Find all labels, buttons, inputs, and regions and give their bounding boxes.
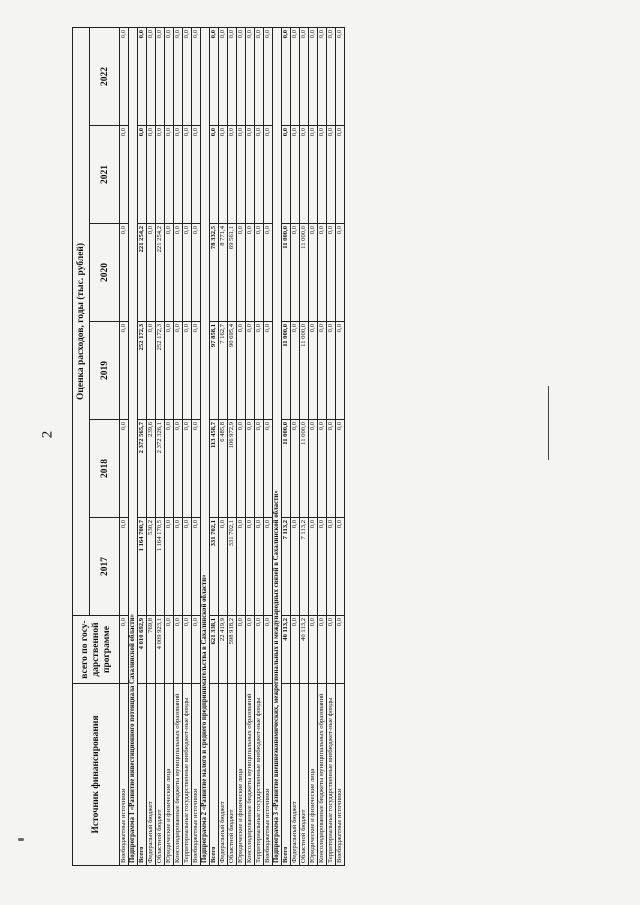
cell-2020: 221 254,2 bbox=[156, 224, 165, 322]
cell-2021: 0,0 bbox=[192, 126, 201, 224]
row-label: Консолидированные бюджеты муниципальных образований bbox=[174, 684, 183, 866]
cell-2019: 0,0 bbox=[120, 322, 129, 420]
cell-2021: 0,0 bbox=[318, 126, 327, 224]
cell-2021: 0,0 bbox=[120, 126, 129, 224]
row-label: Всего bbox=[210, 684, 219, 866]
cell-2020: 69 561,1 bbox=[228, 224, 237, 322]
cell-2017: 1 164 700,7 bbox=[138, 518, 147, 616]
header-year-2019: 2019 bbox=[90, 322, 120, 420]
row-label: Юридические и физические лица bbox=[309, 684, 318, 866]
cell-2019: 0,0 bbox=[318, 322, 327, 420]
cell-2018: 0,0 bbox=[165, 420, 174, 518]
subprogram-row bbox=[201, 27, 210, 865]
cell-2020: 0,0 bbox=[327, 224, 336, 322]
table-row bbox=[147, 27, 156, 865]
cell-2017: 0,0 bbox=[219, 518, 228, 616]
cell-2020: 8 771,4 bbox=[219, 224, 228, 322]
cell-2022: 0,0 bbox=[228, 27, 237, 125]
cell-2021: 0,0 bbox=[138, 126, 147, 224]
cell-total: 0,0 bbox=[183, 616, 192, 684]
table-row bbox=[255, 27, 264, 865]
table-row bbox=[219, 27, 228, 865]
cell-2022: 0,0 bbox=[309, 27, 318, 125]
funding-table bbox=[72, 27, 345, 866]
cell-2021: 0,0 bbox=[165, 126, 174, 224]
subprogram-title: Подпрограмма 2 «Развитие малого и среднего предпринимательства в Сахалинской области» bbox=[201, 27, 210, 865]
subprogram-row bbox=[273, 27, 282, 865]
cell-2020: 0,0 bbox=[165, 224, 174, 322]
cell-2019: 0,0 bbox=[255, 322, 264, 420]
cell-2022: 0,0 bbox=[255, 27, 264, 125]
cell-2018: 11 000,0 bbox=[300, 420, 309, 518]
table-row bbox=[120, 27, 129, 865]
cell-2019: 0,0 bbox=[165, 322, 174, 420]
table-row bbox=[192, 27, 201, 865]
cell-2022: 0,0 bbox=[264, 27, 273, 125]
cell-2018: 0,0 bbox=[174, 420, 183, 518]
table-row bbox=[228, 27, 237, 865]
cell-total: 0,0 bbox=[255, 616, 264, 684]
cell-total: 0,0 bbox=[120, 616, 129, 684]
cell-2022: 0,0 bbox=[219, 27, 228, 125]
cell-2020: 78 332,5 bbox=[210, 224, 219, 322]
row-label: Областной бюджет bbox=[228, 684, 237, 866]
cell-2019: 0,0 bbox=[192, 322, 201, 420]
cell-2017: 0,0 bbox=[174, 518, 183, 616]
cell-2018: 0,0 bbox=[336, 420, 345, 518]
cell-2018: 113 458,7 bbox=[210, 420, 219, 518]
cell-2017: 0,0 bbox=[255, 518, 264, 616]
subprogram-title: Подпрограмма 3 «Развитие внешнеэкономических, межрегиональных и международных связей в Сахалинской области» bbox=[273, 27, 282, 865]
row-label: Территориальные государственные внебюджет-ные фонды bbox=[255, 684, 264, 866]
cell-2017: 331 702,1 bbox=[228, 518, 237, 616]
cell-2018: 2 372 565,7 bbox=[138, 420, 147, 518]
cell-2020: 221 254,2 bbox=[138, 224, 147, 322]
cell-total: 0,0 bbox=[165, 616, 174, 684]
table-row bbox=[174, 27, 183, 865]
cell-2017: 530,2 bbox=[147, 518, 156, 616]
cell-2017: 0,0 bbox=[264, 518, 273, 616]
cell-2022: 0,0 bbox=[336, 27, 345, 125]
table-row bbox=[165, 27, 174, 865]
cell-2017: 0,0 bbox=[318, 518, 327, 616]
cell-2018: 11 000,0 bbox=[282, 420, 291, 518]
cell-2017: 331 702,1 bbox=[210, 518, 219, 616]
cell-2017: 1 164 170,5 bbox=[156, 518, 165, 616]
cell-2020: 11 000,0 bbox=[300, 224, 309, 322]
cell-2017: 7 113,2 bbox=[300, 518, 309, 616]
table-row bbox=[183, 27, 192, 865]
cell-2020: 0,0 bbox=[174, 224, 183, 322]
cell-2018: 0,0 bbox=[291, 420, 300, 518]
cell-2019: 0,0 bbox=[336, 322, 345, 420]
cell-total: 0,0 bbox=[318, 616, 327, 684]
cell-total: 0,0 bbox=[336, 616, 345, 684]
row-label: Внебюджетные источники bbox=[120, 684, 129, 866]
row-label: Внебюджетные источники bbox=[264, 684, 273, 866]
cell-2022: 0,0 bbox=[120, 27, 129, 125]
cell-2017: 0,0 bbox=[183, 518, 192, 616]
row-label: Территориальные государственные внебюджет-ные фонды bbox=[183, 684, 192, 866]
header-year-2018: 2018 bbox=[90, 420, 120, 518]
header-year-2021: 2021 bbox=[90, 126, 120, 224]
cell-total: 4 010 692,9 bbox=[138, 616, 147, 684]
cell-2021: 0,0 bbox=[264, 126, 273, 224]
cell-2018: 0,0 bbox=[318, 420, 327, 518]
cell-2020: 0,0 bbox=[309, 224, 318, 322]
cell-2022: 0,0 bbox=[138, 27, 147, 125]
row-label: Внебюджетные источники bbox=[336, 684, 345, 866]
cell-2021: 0,0 bbox=[147, 126, 156, 224]
cell-2019: 252 172,3 bbox=[138, 322, 147, 420]
cell-total: 0,0 bbox=[174, 616, 183, 684]
row-label: Областной бюджет bbox=[300, 684, 309, 866]
cell-2019: 0,0 bbox=[174, 322, 183, 420]
header-year-2017: 2017 bbox=[90, 518, 120, 616]
cell-total: 621 338,1 bbox=[210, 616, 219, 684]
cell-total: 769,8 bbox=[147, 616, 156, 684]
scan-mark bbox=[18, 838, 24, 841]
cell-2018: 0,0 bbox=[309, 420, 318, 518]
cell-2020: 0,0 bbox=[246, 224, 255, 322]
cell-2019: 0,0 bbox=[291, 322, 300, 420]
header-total: всего по госу-дарственной программе bbox=[73, 616, 120, 684]
header-year-2020: 2020 bbox=[90, 224, 120, 322]
cell-2019: 7 162,7 bbox=[219, 322, 228, 420]
cell-2017: 0,0 bbox=[237, 518, 246, 616]
row-label: Федеральный бюджет bbox=[291, 684, 300, 866]
header-source: Источник финансирования bbox=[73, 684, 120, 866]
cell-2020: 0,0 bbox=[255, 224, 264, 322]
cell-2017: 0,0 bbox=[309, 518, 318, 616]
row-label: Областной бюджет bbox=[156, 684, 165, 866]
cell-total: 0,0 bbox=[327, 616, 336, 684]
cell-2022: 0,0 bbox=[300, 27, 309, 125]
cell-total: 0,0 bbox=[237, 616, 246, 684]
cell-2017: 7 113,2 bbox=[282, 518, 291, 616]
cell-2021: 0,0 bbox=[156, 126, 165, 224]
cell-2019: 0,0 bbox=[327, 322, 336, 420]
cell-2017: 0,0 bbox=[192, 518, 201, 616]
cell-total: 0,0 bbox=[192, 616, 201, 684]
cell-2019: 0,0 bbox=[147, 322, 156, 420]
cell-2019: 252 172,3 bbox=[156, 322, 165, 420]
row-label: Территориальные государственные внебюджет-ные фонды bbox=[327, 684, 336, 866]
cell-2018: 6 485,8 bbox=[219, 420, 228, 518]
table-row bbox=[264, 27, 273, 865]
cell-2021: 0,0 bbox=[246, 126, 255, 224]
cell-2022: 0,0 bbox=[237, 27, 246, 125]
cell-2021: 0,0 bbox=[336, 126, 345, 224]
cell-2021: 0,0 bbox=[300, 126, 309, 224]
row-label: Консолидированные бюджеты муниципальных образований bbox=[318, 684, 327, 866]
cell-2018: 0,0 bbox=[327, 420, 336, 518]
cell-total: 40 113,2 bbox=[282, 616, 291, 684]
cell-total: 40 113,2 bbox=[300, 616, 309, 684]
table-row bbox=[210, 27, 219, 865]
subprogram-row bbox=[129, 27, 138, 865]
cell-2017: 0,0 bbox=[246, 518, 255, 616]
row-label: Федеральный бюджет bbox=[147, 684, 156, 866]
cell-2018: 0,0 bbox=[237, 420, 246, 518]
cell-total: 22 419,9 bbox=[219, 616, 228, 684]
cell-2017: 0,0 bbox=[165, 518, 174, 616]
row-label: Юридические и физические лица bbox=[165, 684, 174, 866]
cell-2021: 0,0 bbox=[219, 126, 228, 224]
cell-2018: 0,0 bbox=[183, 420, 192, 518]
table-row bbox=[156, 27, 165, 865]
table-row bbox=[282, 27, 291, 865]
cell-2020: 0,0 bbox=[237, 224, 246, 322]
cell-2022: 0,0 bbox=[192, 27, 201, 125]
row-label: Юридические и физические лица bbox=[237, 684, 246, 866]
cell-2022: 0,0 bbox=[291, 27, 300, 125]
table-row bbox=[318, 27, 327, 865]
cell-2022: 0,0 bbox=[246, 27, 255, 125]
table-row bbox=[138, 27, 147, 865]
cell-2017: 0,0 bbox=[327, 518, 336, 616]
cell-2022: 0,0 bbox=[210, 27, 219, 125]
table-body bbox=[120, 27, 345, 865]
cell-2021: 0,0 bbox=[237, 126, 246, 224]
cell-2021: 0,0 bbox=[255, 126, 264, 224]
table-row bbox=[336, 27, 345, 865]
cell-2022: 0,0 bbox=[282, 27, 291, 125]
table-row bbox=[246, 27, 255, 865]
cell-2020: 0,0 bbox=[147, 224, 156, 322]
cell-2019: 0,0 bbox=[309, 322, 318, 420]
cell-2018: 2 372 326,1 bbox=[156, 420, 165, 518]
cell-total: 0,0 bbox=[291, 616, 300, 684]
cell-2022: 0,0 bbox=[183, 27, 192, 125]
cell-2021: 0,0 bbox=[327, 126, 336, 224]
cell-2018: 239,6 bbox=[147, 420, 156, 518]
cell-2022: 0,0 bbox=[165, 27, 174, 125]
funding-table-rotated bbox=[72, 28, 572, 866]
table-row bbox=[291, 27, 300, 865]
cell-2021: 0,0 bbox=[282, 126, 291, 224]
cell-total: 598 918,2 bbox=[228, 616, 237, 684]
cell-2020: 0,0 bbox=[318, 224, 327, 322]
cell-2022: 0,0 bbox=[318, 27, 327, 125]
table-row bbox=[237, 27, 246, 865]
row-label: Всего bbox=[282, 684, 291, 866]
cell-2018: 106 972,9 bbox=[228, 420, 237, 518]
cell-2020: 0,0 bbox=[336, 224, 345, 322]
table-row bbox=[300, 27, 309, 865]
cell-2021: 0,0 bbox=[210, 126, 219, 224]
cell-2021: 0,0 bbox=[183, 126, 192, 224]
header-estimate: Оценка расходов, годы (тыс. рублей) bbox=[73, 27, 90, 615]
cell-2018: 0,0 bbox=[255, 420, 264, 518]
cell-2018: 0,0 bbox=[264, 420, 273, 518]
row-label: Внебюджетные источники bbox=[192, 684, 201, 866]
cell-2021: 0,0 bbox=[174, 126, 183, 224]
cell-2019: 11 000,0 bbox=[300, 322, 309, 420]
cell-2019: 0,0 bbox=[246, 322, 255, 420]
cell-2021: 0,0 bbox=[228, 126, 237, 224]
cell-2020: 0,0 bbox=[264, 224, 273, 322]
cell-2019: 0,0 bbox=[264, 322, 273, 420]
cell-2017: 0,0 bbox=[336, 518, 345, 616]
cell-total: 0,0 bbox=[264, 616, 273, 684]
cell-total: 0,0 bbox=[309, 616, 318, 684]
cell-2020: 0,0 bbox=[183, 224, 192, 322]
cell-2019: 90 695,4 bbox=[228, 322, 237, 420]
cell-2020: 11 000,0 bbox=[282, 224, 291, 322]
cell-2020: 0,0 bbox=[120, 224, 129, 322]
cell-2018: 0,0 bbox=[120, 420, 129, 518]
row-label: Всего bbox=[138, 684, 147, 866]
cell-2017: 0,0 bbox=[291, 518, 300, 616]
cell-2019: 0,0 bbox=[183, 322, 192, 420]
cell-2019: 11 000,0 bbox=[282, 322, 291, 420]
cell-2020: 0,0 bbox=[192, 224, 201, 322]
cell-2021: 0,0 bbox=[309, 126, 318, 224]
page-number: 2 bbox=[39, 430, 56, 439]
cell-2022: 0,0 bbox=[174, 27, 183, 125]
cell-2017: 0,0 bbox=[120, 518, 129, 616]
row-label: Федеральный бюджет bbox=[219, 684, 228, 866]
table-row bbox=[309, 27, 318, 865]
subprogram-title: Подпрограмма 1 «Развитие инвестиционного потенциала Сахалинской области» bbox=[129, 27, 138, 865]
cell-2019: 97 858,1 bbox=[210, 322, 219, 420]
cell-2020: 0,0 bbox=[291, 224, 300, 322]
row-label: Консолидированные бюджеты муниципальных образований bbox=[246, 684, 255, 866]
cell-2018: 0,0 bbox=[246, 420, 255, 518]
cell-total: 4 009 923,1 bbox=[156, 616, 165, 684]
cell-2022: 0,0 bbox=[156, 27, 165, 125]
table-row bbox=[327, 27, 336, 865]
cell-2021: 0,0 bbox=[291, 126, 300, 224]
cell-2022: 0,0 bbox=[327, 27, 336, 125]
cell-total: 0,0 bbox=[246, 616, 255, 684]
cell-2018: 0,0 bbox=[192, 420, 201, 518]
cell-2022: 0,0 bbox=[147, 27, 156, 125]
cell-2019: 0,0 bbox=[237, 322, 246, 420]
header-year-2022: 2022 bbox=[90, 27, 120, 125]
